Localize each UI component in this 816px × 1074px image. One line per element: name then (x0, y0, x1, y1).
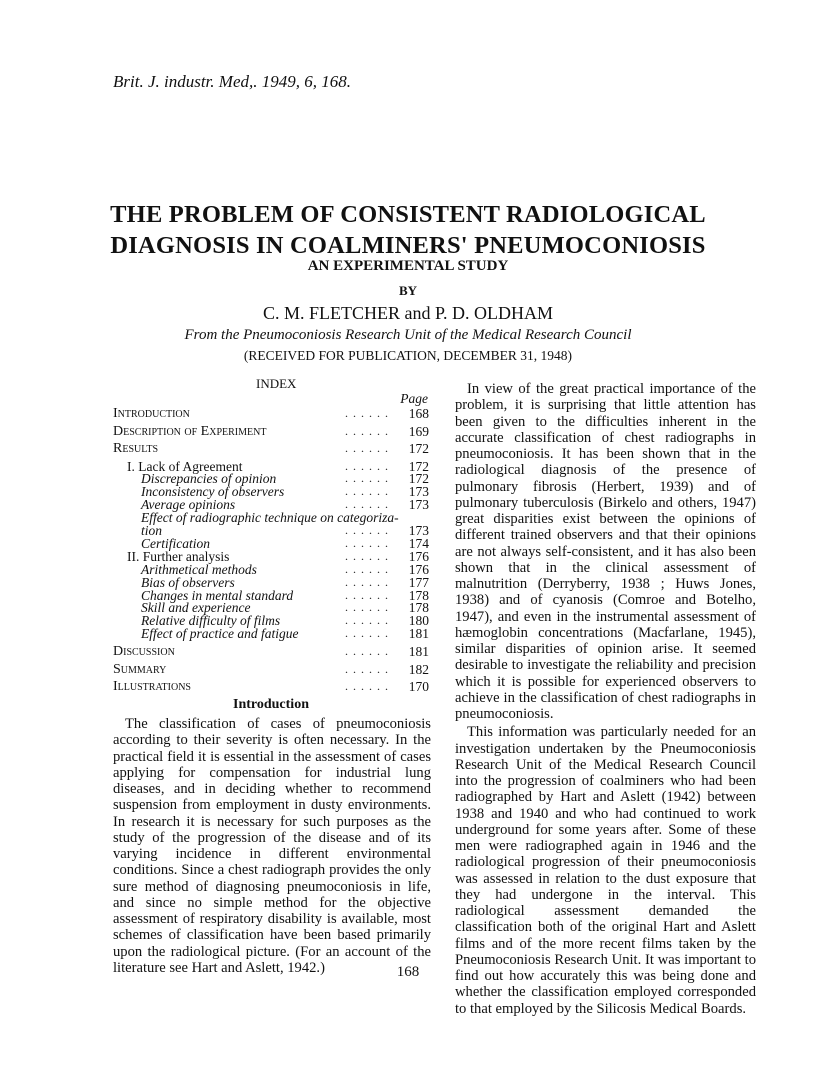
index-leader-dots: . . . . . . (345, 561, 389, 576)
index-entry-page: 172 (408, 471, 429, 487)
index-entry-page: 181 (408, 644, 429, 660)
index-leader-dots: . . . . . . (345, 471, 389, 486)
index-entry (113, 643, 429, 660)
index-entry-label: Bias of observers (141, 574, 235, 590)
introduction-heading: Introduction (233, 697, 309, 712)
affiliation: From the Pneumoconiosis Research Unit of the Medical Research Council (184, 327, 632, 343)
index-entry-label: Arithmetical methods (141, 561, 257, 577)
index-leader-dots: . . . . . . (345, 574, 389, 589)
index-leader-dots: . . . . . . (345, 523, 389, 537)
index-entry-label: Effect of practice and fatigue (141, 626, 299, 642)
left-column (113, 716, 431, 976)
index-entry-page: 170 (408, 679, 429, 695)
index-entry-page: 173 (408, 484, 429, 500)
index-leader-dots: . . . . . . (345, 497, 389, 512)
index-entry-page: 180 (408, 613, 429, 629)
index-entry-page: 169 (408, 423, 429, 439)
title-line-2: DIAGNOSIS IN COALMINERS' PNEUMOCONIOSIS (110, 232, 706, 259)
index-entry-label: Inconsistency of observers (141, 484, 285, 500)
index-entry-label: Average opinions (141, 497, 236, 513)
index-entry-label: Summary (113, 661, 167, 677)
index-leader-dots: . . . . . . (345, 644, 389, 659)
right-column (455, 381, 756, 1017)
index-entry (113, 440, 429, 457)
index-entry-page: 181 (408, 626, 429, 642)
index-entry-page: 182 (408, 661, 429, 677)
index-entry-page: 176 (408, 548, 429, 564)
index-entry-label: I. Lack of Agreement (127, 458, 243, 474)
index-entry-page: 176 (408, 561, 429, 577)
index-entry-page: 173 (408, 497, 429, 513)
journal-citation: Brit. J. industr. Med,. 1949, 6, 168. (113, 72, 351, 91)
index-entry-label: Results (113, 441, 159, 456)
index-entry-label: Introduction (113, 406, 190, 421)
index-entry-page: 174 (408, 535, 429, 551)
index-leader-dots: . . . . . . (345, 548, 389, 563)
index-entry-page: 177 (408, 574, 429, 590)
index-leader-dots: . . . . . . (345, 423, 389, 438)
index-leader-dots: . . . . . . (345, 406, 389, 420)
by-line: BY (398, 283, 418, 298)
index-entry-label: II. Further analysis (127, 548, 230, 564)
index-entry-label: Skill and experience (141, 600, 251, 616)
index-entry-label: Illustrations (113, 679, 191, 695)
page-number: 168 (396, 964, 420, 980)
index-entry-page: 172 (408, 441, 429, 456)
index-entry (113, 423, 429, 440)
index-leader-dots: . . . . . . (345, 626, 389, 641)
index-entry-page: 172 (408, 458, 429, 474)
title-line-1: THE PROBLEM OF CONSISTENT RADIOLOGICAL (110, 201, 706, 228)
index-page-heading: Page (400, 391, 428, 406)
index-leader-dots: . . . . . . (345, 661, 389, 676)
index-entry (113, 678, 429, 695)
index-entry-label: Effect of radiographic technique on categoriza- (141, 510, 399, 526)
authors: C. M. FLETCHER and P. D. OLDHAM (262, 303, 553, 323)
index-entry (113, 625, 429, 642)
index-entry-page: 178 (408, 600, 429, 616)
index-entry-page: 173 (408, 523, 429, 538)
index-entry-label: Description of Experiment (113, 423, 267, 439)
index-entry-page: 178 (408, 587, 429, 603)
intro-paragraph: The classification of cases of pneumoconiosis according to their severity is often necessary. In the practical field it is essential in the assessment of cases applying for compensation for industrial lung diseases, and in deciding whether to recommend suspension from employment in dusty environments. In research it is necessary for such purposes as the study of the progression of the disease and of its varying incidence in different environmental conditions. Since a chest radiograph provides the only sure method of diagnosing pneumoconiosis in life, and since no simple method for the objective assessment of respiratory disability is available, most schemes of classification have been based primarily upon the radiological picture. (For an account of the literature see Hart and Aslett, 1942.) (113, 716, 431, 976)
index-leader-dots: . . . . . . (345, 458, 389, 473)
index-entry-label: Discussion (113, 644, 175, 660)
index-entry-label: tion (141, 523, 163, 538)
right-paragraph-2: This information was particularly needed for an investigation undertaken by the Pneumoconiosis Research Unit of the Medical Research Council into the progression of coalminers who had been radiographed by Hart and Aslett (1942) between 1938 and 1940 and who had continued to work underground for some years after. Some of these men were radiographed again in 1946 and the radiological progression of their pneumoconiosis was assessed in relation to the dust exposure that they had undergone in the interval. This radiological assessment demanded the classification both of the original Hart and Aslett films and of the more recent films taken by the Pneumoconiosis Research Unit. It was important to find out how accurately this was being done and whether the classification employed corresponded to that employed by the Silicosis Medical Boards. (455, 724, 756, 1017)
index-entry-label: Certification (141, 535, 210, 551)
index-entry-label: Discrepancies of opinion (141, 471, 277, 487)
index-entry (113, 661, 429, 678)
index-leader-dots: . . . . . . (345, 613, 389, 628)
index-leader-dots: . . . . . . (345, 535, 389, 550)
index-leader-dots: . . . . . . (345, 679, 389, 694)
index-leader-dots: . . . . . . (345, 441, 389, 455)
index-leader-dots: . . . . . . (345, 587, 389, 602)
index-entry-label: Changes in mental standard (141, 587, 294, 603)
right-paragraph-1: In view of the great practical importance of the problem, it is surprising that little attention has been given to the difficulties inherent in the accurate classification of chest radiographs in pneumoconiosis. It has been shown that in the radiological diagnosis of the presence of pulmonary fibrosis (Herbert, 1939) and of pulmonary tuberculosis (Birkelo and others, 1947) great disparities exist between the opinions of different trained observers and that their opinions are not always self-consistent, and it has also been shown that in the clinical assessment of malnutrition (Derryberry, 1938 ; Huws Jones, 1938) and of cyanosis (Comroe and Botelho, 1947), and even in the instrumental assessment of hæmoglobin concentrations (Macfarlane, 1945), similar disparities of opinion arise. It seemed desirable to investigate the reliability and precision which it is possible for experienced observers to achieve in the classification of chest radiographs in pneumoconiosis. (455, 381, 756, 722)
index-entry (113, 405, 429, 422)
received-date: (RECEIVED FOR PUBLICATION, DECEMBER 31, 1948) (243, 348, 573, 363)
index-heading: INDEX (256, 376, 297, 391)
index-entry-label: Relative difficulty of films (141, 613, 281, 629)
index-leader-dots: . . . . . . (345, 484, 389, 499)
subtitle: AN EXPERIMENTAL STUDY (307, 258, 509, 274)
index-entry-page: 168 (408, 406, 429, 421)
index-leader-dots: . . . . . . (345, 600, 389, 615)
